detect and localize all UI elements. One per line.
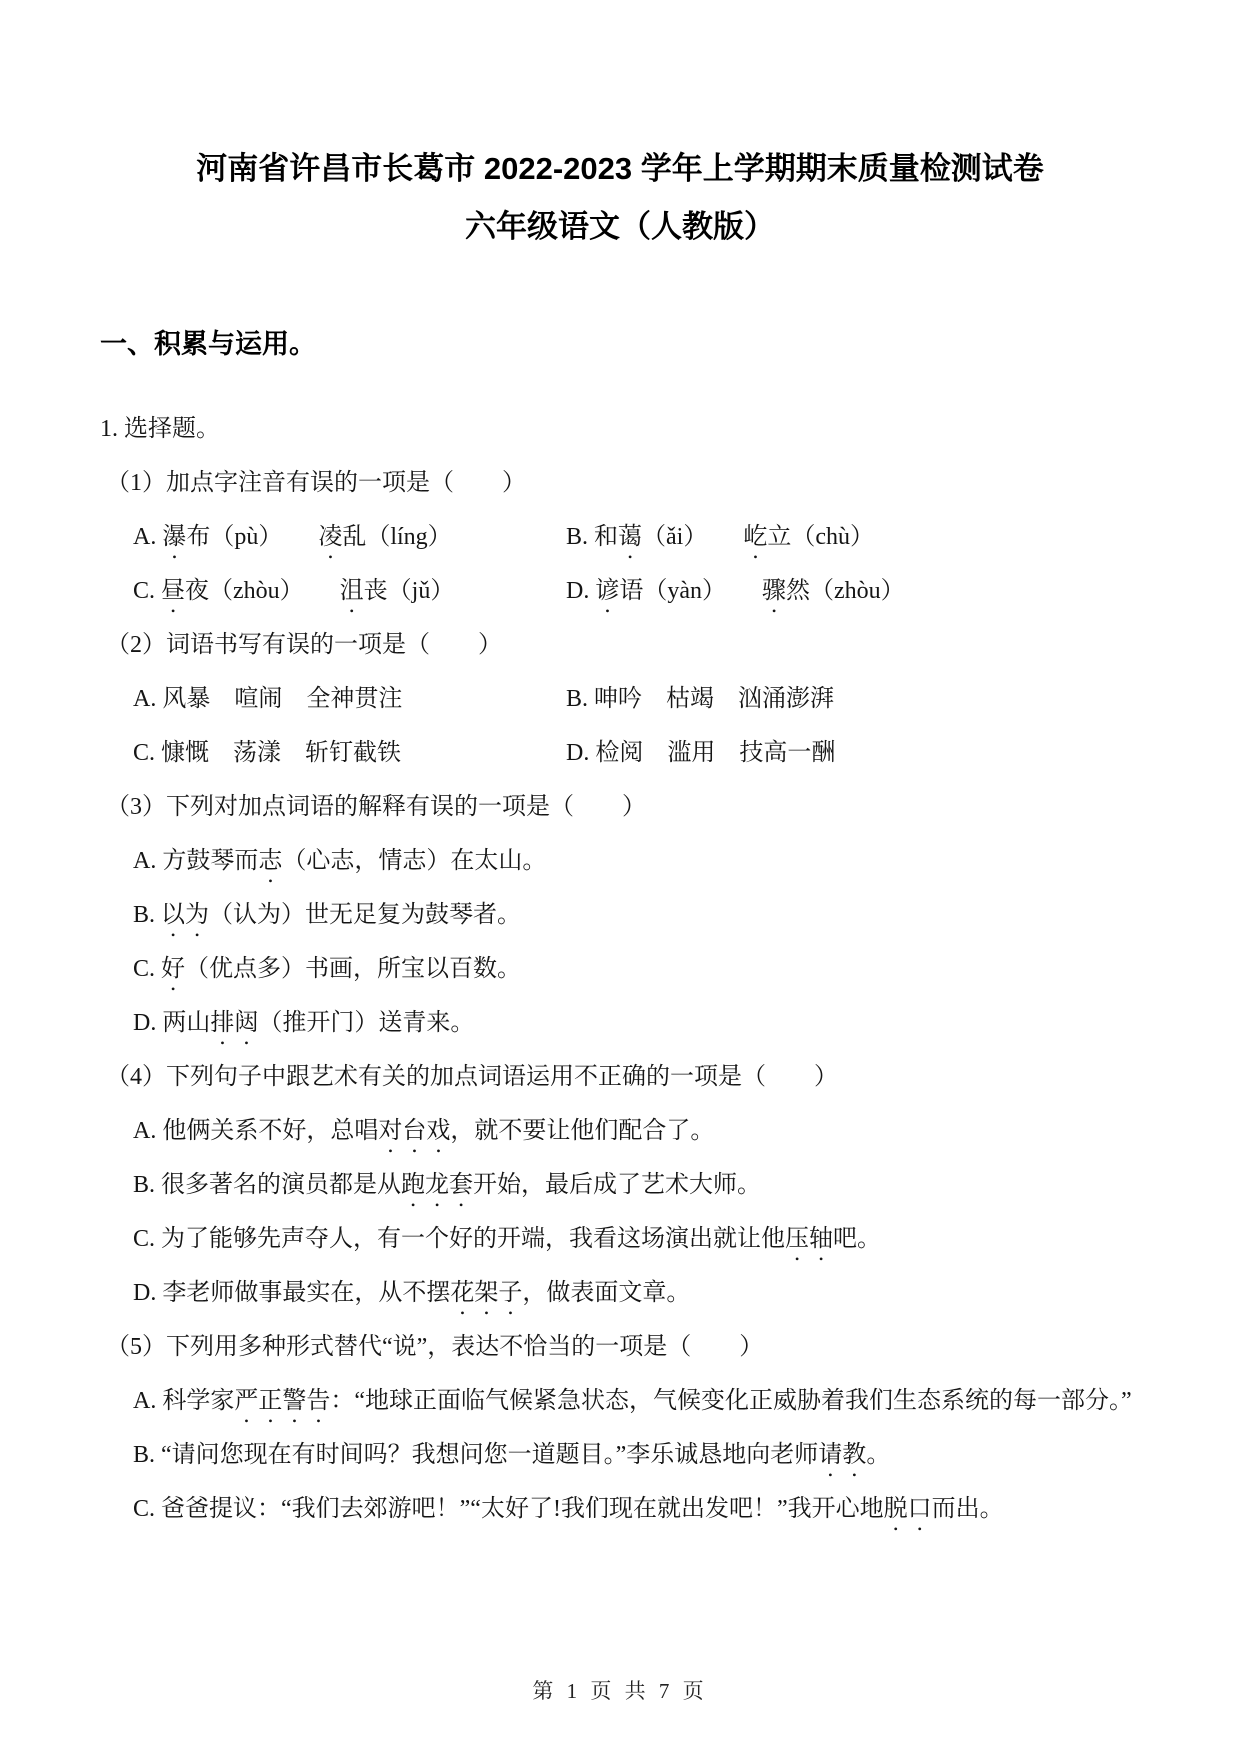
subquestion-1-4-stem: （4）下列句子中跟艺术有关的加点词语运用不正确的一项是（ ） [106, 1064, 838, 1090]
text-run: B. 和 [566, 524, 619, 550]
emphasis-dotted-text: 压轴 [785, 1226, 834, 1252]
option-1-1-d [566, 564, 905, 618]
text-run: A. 方鼓琴而 [133, 848, 259, 874]
page-number-footer: 第 1 页 共 7 页 [532, 1679, 708, 1703]
text-run: C. [133, 956, 162, 982]
text-run: （认为）世无足复为鼓琴者。 [209, 902, 522, 928]
subquestion-1-1-options-row-2 [100, 564, 1140, 618]
text-run: A. 科学家 [133, 1388, 235, 1414]
text-run: 吧。 [833, 1226, 882, 1252]
text-run: （优点多）书画，所宝以百数。 [185, 956, 522, 982]
emphasis-dotted-text: 昼 [161, 578, 186, 604]
emphasis-dotted-text: 跑龙套 [401, 1172, 474, 1198]
text-run: 开始，最后成了艺术大师。 [473, 1172, 762, 1198]
option-1-4-b [133, 1158, 1140, 1212]
subquestion-1-2-options-row-1 [100, 672, 1140, 726]
emphasis-dotted-text: 谚 [595, 578, 620, 604]
emphasis-dotted-text: 以为 [161, 902, 210, 928]
question-1-stem: 1. 选择题。 [100, 416, 220, 442]
emphasis-dotted-text: 凌 [318, 524, 343, 550]
text-run: ，就不要让他们配合了。 [450, 1118, 715, 1144]
text-run: C. 爸爸提议：“我们去郊游吧！”“太好了!我们现在就出发吧！”我开心地 [133, 1496, 884, 1522]
option-1-2-d [566, 726, 835, 780]
section-1-heading: 一、积累与运用。 [100, 329, 316, 359]
subquestion-1-2-options-row-2 [100, 726, 1140, 780]
emphasis-dotted-text: 志 [258, 848, 283, 874]
text-run: 然（zhòu） [786, 578, 905, 604]
option-1-3-a [133, 834, 1140, 888]
emphasis-dotted-text: 脱口 [883, 1496, 932, 1522]
text-run: D. [566, 578, 596, 604]
text-run: A. 他俩关系不好，总唱 [133, 1118, 379, 1144]
option-1-2-a [133, 672, 533, 726]
exam-title-line-2: 六年级语文（人教版） [465, 209, 775, 244]
option-1-2-b [566, 672, 834, 726]
option-1-1-b [566, 510, 874, 564]
option-1-3-b [133, 888, 1140, 942]
emphasis-dotted-text: 排闼 [210, 1010, 259, 1036]
text-run: 立（chù） [767, 524, 874, 550]
text-run: ：“地球正面临气候紧急状态，气候变化正威胁着我们生态系统的每一部分。” [330, 1388, 1132, 1414]
exam-body [0, 326, 1240, 1536]
subquestion-1-1-stem: （1）加点字注音有误的一项是（ ） [106, 470, 526, 496]
exam-title-line-1: 河南省许昌市长葛市 2022-2023 学年上学期期末质量检测试卷 [196, 151, 1044, 186]
subquestion-1-2-stem: （2）词语书写有误的一项是（ ） [106, 632, 502, 658]
text-run: C. 慷慨 荡漾 斩钉截铁 [133, 740, 402, 766]
option-1-4-c [133, 1212, 1140, 1266]
option-1-1-a [133, 510, 533, 564]
text-run: （推开门）送青来。 [258, 1010, 475, 1036]
option-1-5-a [100, 1374, 1140, 1428]
text-run: D. 李老师做事最实在，从不摆 [133, 1280, 451, 1306]
text-run: B. 很多著名的演员都是从 [133, 1172, 402, 1198]
text-run: B. “请问您现在有时间吗？我想问您一道题目。”李乐诚恳地向老师 [133, 1442, 819, 1468]
emphasis-dotted-text: 严正警告 [234, 1388, 331, 1414]
option-1-4-a [133, 1104, 1140, 1158]
option-1-3-d [133, 996, 1140, 1050]
text-run: C. [133, 578, 162, 604]
option-1-2-c [133, 726, 533, 780]
text-run: A. 风暴 喧闹 全神贯注 [133, 686, 403, 712]
text-run: 乱（líng） [342, 524, 452, 550]
option-1-5-c [133, 1482, 1140, 1536]
emphasis-dotted-text: 沮 [339, 578, 364, 604]
text-run: （心志，情志）在太山。 [282, 848, 547, 874]
text-run: 。 [866, 1442, 891, 1468]
text-run: C. 为了能够先声夺人，有一个好的开端，我看这场演出就让他 [133, 1226, 786, 1252]
emphasis-dotted-text: 骤 [762, 578, 786, 604]
text-run: 语（yàn） [619, 578, 762, 604]
text-run: 布（pù） [186, 524, 319, 550]
option-1-1-c [133, 564, 533, 618]
emphasis-dotted-text: 花架子 [450, 1280, 523, 1306]
subquestion-1-3-stem: （3）下列对加点词语的解释有误的一项是（ ） [106, 794, 646, 820]
text-run: D. 检阅 滥用 技高一酬 [566, 740, 836, 766]
option-1-5-b [133, 1428, 1140, 1482]
option-1-4-d [133, 1266, 1140, 1320]
emphasis-dotted-text: 好 [161, 956, 186, 982]
emphasis-dotted-text: 对台戏 [378, 1118, 451, 1144]
text-run: （ǎi） [642, 524, 744, 550]
text-run: 夜（zhòu） [185, 578, 340, 604]
emphasis-dotted-text: 蔼 [618, 524, 643, 550]
text-run: B. 呻吟 枯竭 汹涌澎湃 [566, 686, 835, 712]
emphasis-dotted-text: 屹 [743, 524, 768, 550]
text-run: 丧（jǔ） [363, 578, 455, 604]
option-1-3-c [133, 942, 1140, 996]
text-run: D. 两山 [133, 1010, 211, 1036]
text-run: ，做表面文章。 [522, 1280, 691, 1306]
text-run: A. [133, 524, 163, 550]
emphasis-dotted-text: 请教 [818, 1442, 867, 1468]
subquestion-1-5-stem: （5）下列用多种形式替代“说”，表达不恰当的一项是（ ） [106, 1334, 764, 1360]
text-run: 而出。 [931, 1496, 1004, 1522]
text-run: B. [133, 902, 162, 928]
subquestion-1-1-options-row-1 [100, 510, 1140, 564]
emphasis-dotted-text: 瀑 [162, 524, 187, 550]
